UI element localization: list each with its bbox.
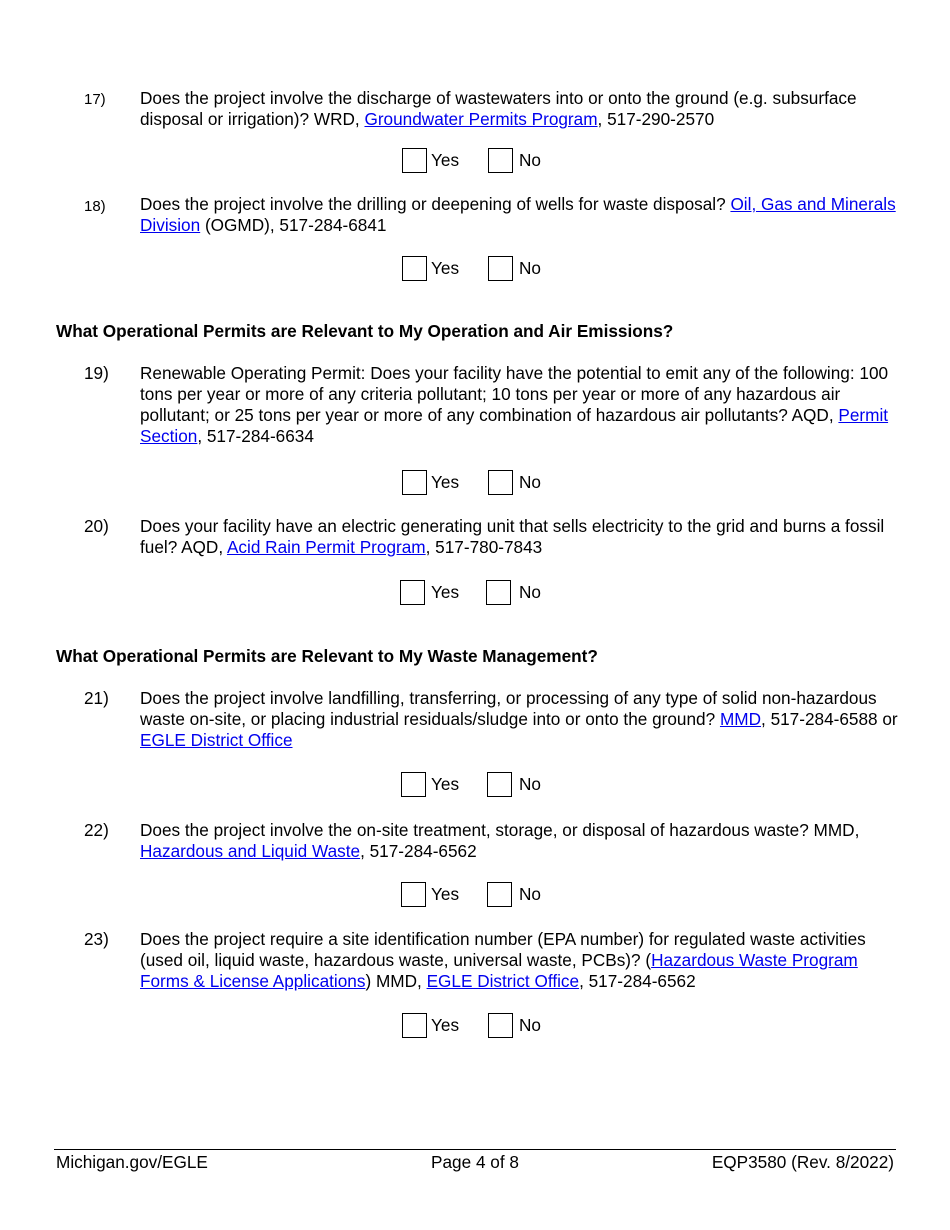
egle-district-office-link[interactable]: EGLE District Office (426, 971, 580, 991)
no-checkbox[interactable] (488, 470, 513, 495)
footer-page-number: Page 4 of 8 (431, 1152, 519, 1172)
no-label: No (519, 150, 541, 170)
question-21-text: Does the project involve landfilling, transferring, or processing of any type of solid non-hazardous waste on-site, or placing industrial residuals/sludge into or onto the ground? MMD, 517-284-6588 or EGLE District Office (140, 688, 898, 750)
no-label: No (519, 774, 541, 794)
yes-label: Yes (431, 258, 460, 278)
egle-district-office-link[interactable]: EGLE District Office (140, 730, 293, 750)
ogmd-link[interactable]: Oil, Gas and Minerals Division (140, 194, 896, 235)
acid-rain-permit-link[interactable]: Acid Rain Permit Program (226, 537, 426, 557)
no-checkbox[interactable] (488, 148, 513, 173)
section-heading-waste: What Operational Permits are Relevant to My Waste Management? (56, 646, 598, 666)
question-19-text: Renewable Operating Permit: Does your facility have the potential to emit any of the following: 100 tons per year or more of any criteria pollutant; 10 tons per year or more of any hazardous air pollutant; or 25 tons per year or more of any combination of hazardous air pollutants? AQD, Permit Section, 517-284-6634 (140, 363, 889, 446)
groundwater-permits-link[interactable]: Groundwater Permits Program (364, 109, 598, 129)
yes-checkbox[interactable] (402, 256, 427, 281)
question-22-text: Does the project involve the on-site treatment, storage, or disposal of hazardous waste? MMD, Hazardous and Liquid Waste, 517-284-6562 (140, 820, 860, 861)
no-checkbox[interactable] (487, 772, 512, 797)
yes-checkbox[interactable] (402, 148, 427, 173)
question-number: 23) (84, 929, 109, 949)
yes-label: Yes (431, 884, 460, 904)
footer-form-id: EQP3580 (Rev. 8/2022) (711, 1152, 894, 1172)
yes-label: Yes (431, 774, 460, 794)
no-label: No (519, 884, 541, 904)
section-heading-air: What Operational Permits are Relevant to My Operation and Air Emissions? (56, 321, 674, 341)
no-label: No (519, 472, 541, 492)
no-checkbox[interactable] (487, 882, 512, 907)
yes-label: Yes (431, 1015, 460, 1035)
yes-label: Yes (431, 472, 460, 492)
question-number: 19) (84, 363, 109, 383)
yes-label: Yes (431, 582, 460, 602)
no-checkbox[interactable] (488, 256, 513, 281)
question-20-text: Does your facility have an electric generating unit that sells electricity to the grid and burns a fossil fuel? AQD, Acid Rain Permit Program, 517-780-7843 (140, 516, 885, 557)
question-17-text: Does the project involve the discharge of wastewaters into or onto the ground (e.g. subsurface disposal or irrigation)? WRD, Groundwater Permits Program, 517-290-2570 (140, 88, 857, 129)
yes-checkbox[interactable] (401, 772, 426, 797)
no-checkbox[interactable] (486, 580, 511, 605)
yes-checkbox[interactable] (402, 470, 427, 495)
question-23-text: Does the project require a site identification number (EPA number) for regulated waste activities (used oil, liquid waste, hazardous waste, universal waste, PCBs)? (Hazardous Waste Program Forms & License Applications) MMD, EGLE District Office, 517-284-6562 (140, 929, 866, 991)
hazardous-liquid-waste-link[interactable]: Hazardous and Liquid Waste (140, 841, 361, 861)
question-number: 22) (84, 820, 109, 840)
footer-divider (54, 1149, 896, 1150)
question-number: 18) (84, 198, 106, 215)
no-label: No (519, 1015, 541, 1035)
no-checkbox[interactable] (488, 1013, 513, 1038)
hazardous-waste-forms-link[interactable]: Hazardous Waste Program Forms & License Applications (140, 950, 858, 991)
permit-section-link[interactable]: Permit Section (140, 405, 889, 446)
yes-checkbox[interactable] (401, 882, 426, 907)
mmd-link[interactable]: MMD (719, 709, 762, 729)
question-number: 20) (84, 516, 109, 536)
question-number: 17) (84, 91, 106, 108)
no-label: No (519, 582, 541, 602)
yes-checkbox[interactable] (400, 580, 425, 605)
yes-checkbox[interactable] (402, 1013, 427, 1038)
yes-label: Yes (431, 150, 460, 170)
no-label: No (519, 258, 541, 278)
question-number: 21) (84, 688, 109, 708)
question-18-text: Does the project involve the drilling or deepening of wells for waste disposal? Oil, Gas and Minerals Division (OGMD), 517-284-6841 (140, 194, 896, 235)
footer-website: Michigan.gov/EGLE (56, 1152, 208, 1172)
